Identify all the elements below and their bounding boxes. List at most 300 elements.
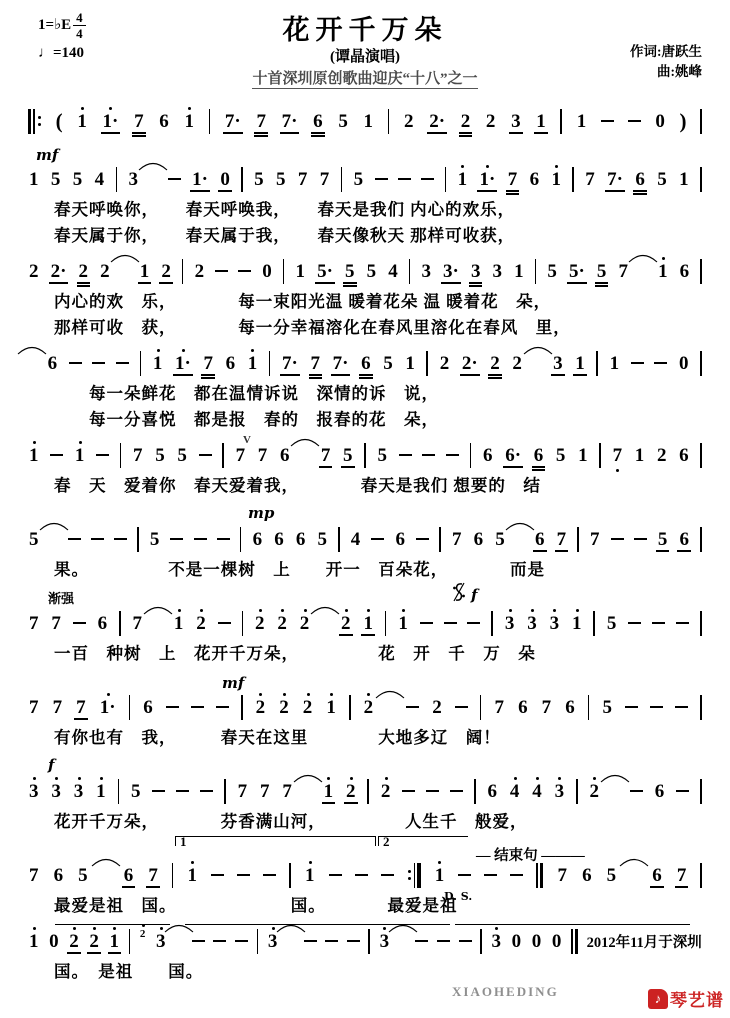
octave-dot-above	[33, 927, 36, 930]
notes-line	[28, 108, 702, 134]
note: 1	[434, 866, 446, 885]
note: 6	[312, 112, 324, 131]
octave-dot-above	[383, 927, 386, 930]
octave-dot-above	[327, 777, 330, 780]
barline	[414, 863, 416, 888]
note: 2	[345, 782, 357, 801]
note: 2	[489, 354, 501, 373]
notes-line	[28, 350, 702, 376]
lyrics-line-2: 每一分喜悦 都是报 春的 报春的花 朵，	[54, 410, 439, 429]
octave-dot-above	[188, 107, 191, 110]
octave-dot-above	[113, 927, 116, 930]
underline-sixteenth	[595, 285, 609, 286]
barline	[368, 929, 370, 954]
slur-arc-icon	[110, 247, 140, 269]
duration-dash	[304, 940, 317, 942]
barline	[700, 443, 702, 468]
note: 5	[596, 262, 608, 281]
underline-eighth	[319, 466, 333, 467]
note: 7	[76, 696, 86, 718]
duration-dash	[91, 538, 104, 540]
duration-dash	[191, 706, 204, 708]
note: 7	[557, 864, 568, 886]
series-text: 十首深圳原创歌曲迎庆“十八”之一	[252, 71, 478, 87]
underline-eighth	[675, 886, 689, 887]
note: 5	[383, 352, 393, 374]
underline-sixteenth	[309, 377, 323, 378]
underline-sixteenth	[469, 285, 483, 286]
final-barline	[571, 929, 578, 954]
note: 5	[657, 168, 667, 190]
composer: 曲:姚峰	[657, 64, 702, 80]
note: 1	[76, 112, 88, 131]
note: 6	[679, 528, 689, 550]
credits	[630, 42, 702, 83]
barline	[409, 259, 411, 284]
dynamic-marking: f	[471, 586, 478, 604]
note: 7	[507, 170, 519, 189]
duration-dash	[652, 622, 665, 624]
note: 5	[377, 444, 387, 466]
duration-dash	[676, 622, 689, 624]
slur-arc-icon	[290, 431, 320, 453]
note: 6	[487, 780, 497, 802]
barline	[140, 351, 142, 376]
duration-dash	[631, 362, 644, 364]
duration-dash	[116, 362, 129, 364]
duration-dash	[450, 790, 463, 792]
underline-eighth	[427, 132, 447, 133]
octave-dot-above	[107, 693, 110, 696]
underline-eighth	[656, 550, 670, 551]
note: 2	[439, 352, 450, 374]
octave-dot-above	[73, 927, 76, 930]
slur-arc-icon	[293, 767, 323, 789]
note: 5	[177, 444, 187, 466]
dynamic-marking: 渐强	[48, 591, 75, 606]
note: 3	[504, 614, 516, 633]
note: 6	[533, 446, 545, 465]
note: 5	[338, 110, 348, 132]
duration-dash	[176, 790, 189, 792]
underline-sixteenth	[132, 135, 146, 136]
underline-sixteenth	[359, 374, 373, 375]
note: 2	[340, 614, 352, 633]
slur-arc-icon	[138, 155, 168, 177]
octave-dot-above	[200, 609, 203, 612]
notation-systems	[0, 102, 730, 982]
note: 3	[50, 782, 62, 801]
note: 2	[161, 260, 171, 282]
underline-sixteenth	[633, 190, 647, 191]
duration-dash	[399, 454, 412, 456]
slur-arc-icon	[388, 917, 418, 939]
underline-eighth	[677, 550, 691, 551]
quarter-note-icon: ♩	[38, 45, 53, 61]
note: 5	[50, 168, 61, 190]
note: 3	[554, 782, 566, 801]
note: 5	[606, 864, 617, 886]
note: 7	[52, 696, 63, 718]
note: 5	[547, 260, 557, 282]
qinyipu-logo	[648, 986, 724, 1011]
underline-sixteenth	[254, 135, 268, 136]
note: 2	[485, 110, 496, 132]
octave-dot-above	[78, 777, 81, 780]
note: 6	[47, 352, 58, 374]
underline-eighth	[503, 466, 523, 467]
barline	[283, 259, 285, 284]
underline-eighth	[280, 374, 300, 375]
note: 5·	[317, 260, 333, 282]
duration-dash	[166, 706, 179, 708]
lyrics-line-1: 内心的欢 乐， 每一束阳光温 暖着花朵 温 暖着花 朵，	[54, 292, 552, 311]
note: 2	[68, 932, 80, 951]
underline-eighth	[223, 132, 243, 133]
underline-eighth	[339, 634, 353, 635]
note: 6	[582, 864, 592, 886]
duration-dash	[510, 874, 523, 876]
note: 5	[343, 444, 353, 466]
barline	[349, 695, 351, 720]
note: 7	[133, 444, 143, 466]
note: 3	[379, 932, 391, 951]
time-numerator: 4	[73, 10, 86, 26]
underline-sixteenth	[254, 132, 268, 133]
note: 5	[495, 528, 505, 550]
barline	[182, 259, 184, 284]
underline-sixteenth	[359, 377, 373, 378]
underline-eighth	[280, 132, 300, 133]
barline	[172, 863, 174, 888]
octave-dot-above	[281, 609, 284, 612]
octave-dot-above	[350, 777, 353, 780]
note: 1	[679, 168, 689, 190]
notes-line	[28, 166, 702, 192]
octave-dot-above	[555, 165, 558, 168]
note: 7	[148, 864, 158, 886]
duration-dash	[168, 178, 181, 180]
note: 6	[252, 528, 263, 550]
duration-dash	[371, 538, 384, 540]
barline	[242, 611, 244, 636]
key-prefix: 1=	[38, 17, 55, 34]
note: 5	[254, 168, 264, 190]
note: 3	[549, 614, 561, 633]
underline-sixteenth	[633, 193, 647, 194]
notes-line	[28, 928, 702, 954]
note: 7	[255, 112, 267, 131]
underline-eighth	[331, 374, 351, 375]
octave-dot-above	[536, 777, 539, 780]
note: 2	[254, 614, 266, 633]
note: 5	[555, 444, 566, 466]
barline	[137, 527, 139, 552]
barline	[257, 929, 259, 954]
barline	[439, 527, 441, 552]
note: 2	[299, 614, 311, 633]
octave-dot-above	[100, 777, 103, 780]
note: 5	[155, 444, 165, 466]
underline-eighth	[460, 374, 480, 375]
octave-dot-above	[576, 609, 579, 612]
barline	[445, 167, 447, 192]
note: 6	[652, 864, 662, 886]
slur-arc-icon	[310, 599, 340, 621]
duration-dash	[467, 622, 480, 624]
duration-dash	[611, 538, 624, 540]
note: 1	[571, 614, 583, 633]
barline	[491, 611, 493, 636]
duration-dash	[355, 874, 368, 876]
duration-dash	[238, 270, 251, 272]
barline	[367, 779, 369, 804]
barline	[364, 443, 366, 468]
barline	[700, 863, 702, 888]
barline	[241, 695, 243, 720]
note: 6	[225, 352, 236, 374]
octave-dot-above	[55, 777, 58, 780]
note: 3·	[443, 260, 459, 282]
underline-sixteenth	[132, 132, 146, 133]
repeat-dots-icon	[38, 116, 41, 126]
underline-eighth	[322, 802, 336, 803]
octave-dot-below	[616, 469, 619, 472]
lyrics-line-1: 国。 是祖 国。	[54, 962, 204, 981]
duration-dash	[420, 622, 433, 624]
underline-sixteenth	[459, 135, 473, 136]
duration-dash	[199, 454, 212, 456]
note: 5	[72, 168, 83, 190]
lyrics-line-1: 果。 不是一棵树 上 开一 百朵花， 而是	[54, 560, 545, 579]
duration-dash	[675, 706, 688, 708]
underline-sixteenth	[201, 377, 215, 378]
slur-arc-icon	[619, 851, 649, 873]
note: 1	[74, 446, 86, 465]
octave-dot-above	[309, 861, 312, 864]
note: 5	[131, 780, 141, 802]
duration-dash	[628, 120, 641, 122]
octave-dot-above	[461, 165, 464, 168]
system-11	[28, 922, 702, 982]
note: 3	[28, 782, 40, 801]
note: 6	[483, 444, 493, 466]
note: 5	[602, 696, 612, 718]
octave-dot-above	[304, 609, 307, 612]
duration-dash	[200, 790, 213, 792]
note: 1	[95, 782, 107, 801]
system-8	[28, 670, 702, 748]
underline-eighth	[190, 190, 210, 191]
note: 7	[310, 354, 322, 373]
volta-bracket: 1	[175, 836, 376, 846]
barline	[338, 527, 340, 552]
duration-dash	[601, 120, 614, 122]
underline-eighth	[67, 952, 81, 953]
barline	[269, 351, 271, 376]
slur-arc-icon	[523, 339, 553, 361]
duration-dash	[152, 790, 165, 792]
lyrics-line-1: 春 天 爱着你 春天爱着我， 春天是我们 想要的 结	[54, 476, 541, 495]
system-9	[28, 754, 702, 832]
rest-note: 0	[679, 352, 689, 374]
duration-dash	[235, 940, 248, 942]
lyrics-line-1: 最爱是祖 国。 国。 最爱是祖	[54, 896, 458, 915]
parenthesis: (	[55, 108, 63, 133]
duration-dash	[446, 454, 459, 456]
note: 5	[78, 864, 88, 886]
octave-dot-above	[272, 927, 275, 930]
octave-dot-above	[514, 777, 517, 780]
note: 7	[29, 612, 39, 634]
note: 2·	[50, 260, 67, 282]
underline-eighth	[218, 190, 232, 191]
slur-arc-icon	[91, 851, 121, 873]
note: 6	[295, 528, 306, 550]
note: 2	[656, 444, 667, 466]
note: 7·	[281, 110, 298, 132]
octave-dot-above	[330, 693, 333, 696]
barline	[289, 863, 291, 888]
note: 7	[320, 444, 331, 466]
barline	[480, 695, 482, 720]
dynamic-marking: mf	[36, 146, 59, 164]
note: 1	[29, 168, 39, 190]
underline-eighth	[573, 374, 587, 375]
lyrics-line-2: 那样可收 获， 每一分幸福溶化在春风里溶化在春风 里，	[54, 318, 571, 337]
song-title: 花开千万朵	[282, 15, 448, 45]
note: 2	[255, 698, 267, 717]
notes-line	[28, 526, 702, 552]
note: 1	[576, 110, 587, 132]
note: 1	[536, 110, 546, 132]
note: 1	[323, 782, 335, 801]
octave-dot-above	[558, 777, 561, 780]
duration-dash	[325, 940, 338, 942]
system-10	[28, 834, 702, 916]
note: 1·	[192, 168, 208, 190]
note: 6	[518, 696, 528, 718]
duration-dash	[329, 874, 342, 876]
underline-eighth	[650, 886, 664, 887]
slur-arc-icon	[164, 917, 194, 939]
melisma-line	[55, 924, 170, 925]
underline-eighth	[551, 374, 565, 375]
note: 5	[29, 528, 39, 550]
barline	[588, 695, 590, 720]
note: 6	[679, 444, 689, 466]
octave-dot-above	[553, 609, 556, 612]
note: 6	[143, 696, 153, 718]
segno-icon	[452, 582, 466, 602]
note: 7	[297, 168, 308, 190]
note: 1	[363, 110, 374, 132]
octave-dot-above	[307, 693, 310, 696]
lyrics-line-1: 花开千万朵， 芬香满山河， 人生千 般爱，	[54, 812, 528, 831]
system-2	[28, 142, 702, 246]
barline	[593, 611, 595, 636]
note: 1	[152, 354, 164, 373]
underline-sixteenth	[201, 374, 215, 375]
note: 2	[363, 698, 375, 717]
note: 7	[556, 528, 567, 550]
note: 1	[109, 932, 121, 951]
note: 6	[565, 696, 575, 718]
note: 2	[195, 614, 207, 633]
note: 1	[575, 352, 585, 374]
note: 7	[235, 444, 246, 466]
note: 1	[295, 260, 306, 282]
barline	[33, 109, 35, 134]
duration-dash	[347, 940, 360, 942]
note: 3	[128, 168, 138, 190]
duration-dash	[455, 706, 468, 708]
note: 5	[344, 262, 356, 281]
duration-dash	[415, 940, 428, 942]
final-barline	[536, 863, 543, 888]
barline	[700, 695, 702, 720]
note: 3	[421, 260, 431, 282]
octave-dot-above	[251, 349, 254, 352]
duration-dash	[398, 178, 411, 180]
barline	[241, 167, 243, 192]
duration-dash	[654, 362, 667, 364]
note: 5	[657, 528, 668, 550]
note: 2	[276, 614, 288, 633]
time-denominator: 4	[76, 26, 83, 41]
underline-sixteenth	[488, 377, 502, 378]
duration-dash	[426, 790, 439, 792]
system-1	[28, 102, 702, 136]
underline-eighth	[509, 132, 523, 133]
note: 6	[360, 354, 372, 373]
note: 2	[404, 110, 414, 132]
barline	[700, 527, 702, 552]
note: 3	[553, 352, 563, 374]
underline-sixteenth	[311, 135, 325, 136]
note: 3	[155, 932, 167, 951]
note: 7	[585, 168, 595, 190]
end-repeat-barline	[407, 863, 421, 888]
note: 2	[29, 260, 39, 282]
lyricist: 作词:唐跃生	[630, 44, 702, 59]
note: 1	[304, 866, 316, 885]
duration-dash	[217, 538, 230, 540]
barline	[700, 611, 702, 636]
note: 1	[397, 614, 409, 633]
note: 7	[259, 780, 270, 802]
note: 6	[159, 110, 169, 132]
underline-eighth	[534, 132, 548, 133]
underline-eighth	[341, 466, 355, 467]
duration-dash	[406, 706, 419, 708]
barline	[596, 351, 598, 376]
performer: (谭晶演唱)	[330, 49, 400, 65]
note: 2	[460, 112, 472, 131]
note: 7·	[332, 352, 349, 374]
underline-eighth	[567, 282, 587, 283]
system-7	[28, 586, 702, 664]
system-3	[28, 252, 702, 338]
note: 4	[388, 260, 398, 282]
slur-arc-icon	[143, 599, 173, 621]
notes-line	[28, 862, 702, 888]
duration-dash	[628, 622, 641, 624]
duration-dash	[213, 940, 226, 942]
lyrics-line-1: 有你也有 我， 春天在这里 大地多辽 阔！	[54, 728, 501, 747]
note: 1·	[478, 170, 496, 189]
note: 6	[279, 444, 290, 466]
